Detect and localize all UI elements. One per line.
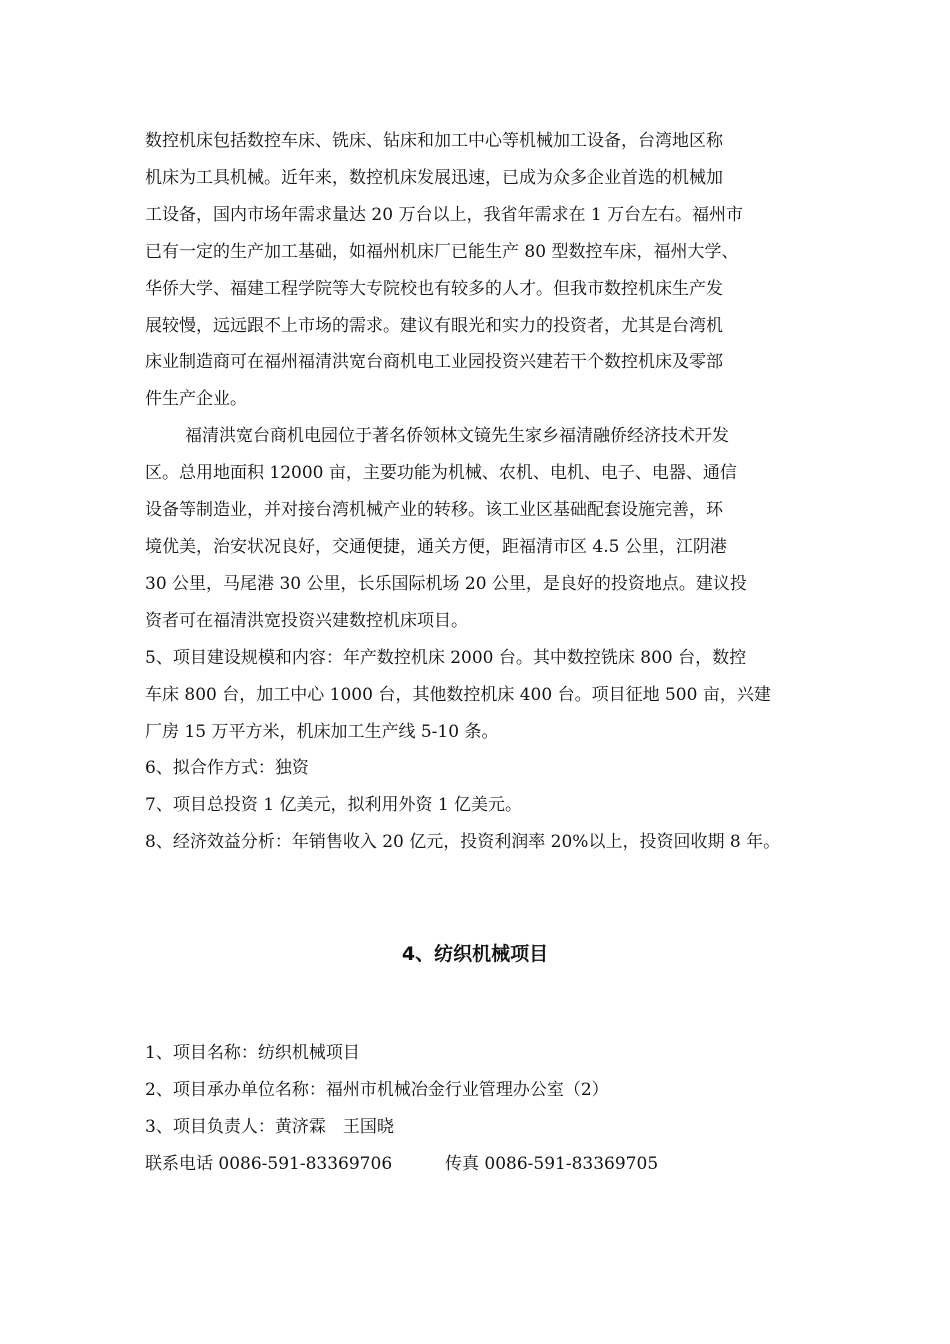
item-8-line: 8、经济效益分析：年销售收入 20 亿元，投资利润率 20%以上，投资回收期 8 年。	[145, 832, 781, 853]
item-7-investment	[145, 787, 825, 824]
section-item-project-name: 1、项目名称：纺织机械项目	[145, 1043, 360, 1064]
location-paragraph	[145, 418, 825, 639]
intro-line: 展较慢，远远跟不上市场的需求。建议有眼光和实力的投资者，尤其是台湾机	[145, 315, 723, 336]
location-line: 境优美，治安状况良好，交通便捷，通关方便，距福清市区 4.5 公里，江阴港	[145, 536, 727, 557]
intro-line: 工设备，国内市场年需求量达 20 万台以上，我省年需求在 1 万台左右。福州市	[145, 204, 744, 225]
intro-line: 床业制造商可在福州福清洪宽台商机电工业园投资兴建若干个数控机床及零部	[145, 352, 723, 373]
location-line: 区。总用地面积 12000 亩，主要功能为机械、农机、电机、电子、电器、通信	[145, 463, 737, 484]
section-title: 4、纺织机械项目	[401, 943, 549, 966]
contact-phone: 联系电话 0086-591-83369706	[145, 1153, 393, 1174]
spacer	[145, 861, 825, 934]
contact-line	[145, 1146, 825, 1183]
document-body	[145, 123, 825, 1183]
section-item-responsible: 3、项目负责人：黄济霖 王国晓	[145, 1116, 394, 1137]
intro-line: 件生产企业。	[145, 389, 247, 410]
item-6-line: 6、拟合作方式：独资	[145, 758, 309, 779]
contact-fax: 传真 0086-591-83369705	[445, 1153, 659, 1174]
intro-line: 华侨大学、福建工程学院等大专院校也有较多的人才。但我市数控机床生产发	[145, 278, 723, 299]
section-item-list	[145, 1035, 825, 1146]
location-line: 福清洪宽台商机电园位于著名侨领林文镜先生家乡福清融侨经济技术开发	[185, 426, 729, 447]
location-line: 资者可在福清洪宽投资兴建数控机床项目。	[145, 610, 468, 631]
location-line: 30 公里，马尾港 30 公里，长乐国际机场 20 公里，是良好的投资地点。建议投	[145, 573, 747, 594]
item-8-benefit	[145, 824, 825, 861]
spacer	[145, 974, 825, 1035]
intro-line: 已有一定的生产加工基础，如福州机床厂已能生产 80 型数控车床，福州大学、	[145, 241, 739, 262]
location-line: 设备等制造业，并对接台湾机械产业的转移。该工业区基础配套设施完善，环	[145, 500, 723, 521]
section-item-organizer: 2、项目承办单位名称：福州市机械冶金行业管理办公室（2）	[145, 1080, 609, 1101]
intro-line: 机床为工具机械。近年来，数控机床发展迅速，已成为众多企业首选的机械加	[145, 167, 723, 188]
item-5-line: 车床 800 台，加工中心 1000 台，其他数控机床 400 台。项目征地 500 亩，兴建	[145, 684, 771, 705]
item-7-line: 7、项目总投资 1 亿美元，拟利用外资 1 亿美元。	[145, 795, 523, 816]
intro-line: 数控机床包括数控车床、铣床、钻床和加工中心等机械加工设备，台湾地区称	[145, 131, 723, 151]
intro-paragraph	[145, 123, 825, 418]
item-5-scale	[145, 640, 825, 751]
item-6-cooperation	[145, 750, 825, 787]
item-5-line: 厂房 15 万平方米，机床加工生产线 5-10 条。	[145, 721, 499, 742]
item-5-line: 5、项目建设规模和内容：年产数控机床 2000 台。其中数控铣床 800 台，数控	[145, 647, 747, 668]
